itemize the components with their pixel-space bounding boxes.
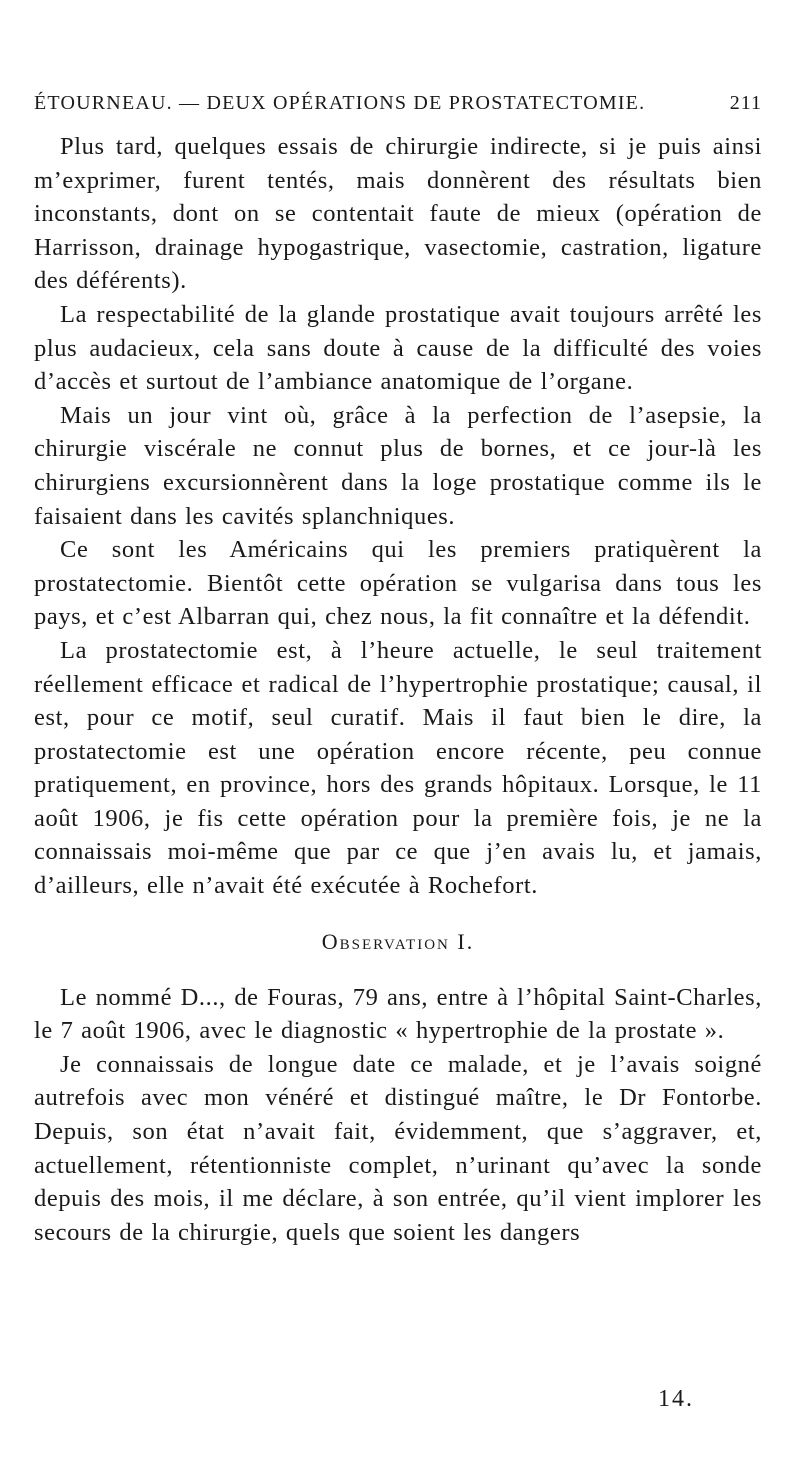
signature-mark: 14.: [658, 1386, 694, 1412]
paragraph: La prostatectomie est, à l’heure actuelle, le seul traitement réellement efficace et radical de l’hypertrophie prostatique; causal, il est, pour ce motif, seul curatif. Mais il faut bien le dire, la prostatectomie est une opération encore récente, peu connue pratiquement, en province, hors des grands hôpitaux. Lorsque, le 11 août 1906, je fis cette opération pour la première fois, je ne la connaissais moi-même que par ce que j’en avais lu, et jamais, d’ailleurs, elle n’avait été exécutée à Rochefort.: [34, 636, 762, 900]
paragraph: Ce sont les Américains qui les premiers pratiquèrent la prostatectomie. Bientôt cette opération se vulgarisa dans tous les pays, et c’est Albarran qui, chez nous, la fit connaître et la défendit.: [34, 536, 762, 631]
running-title: ÉTOURNEAU. — DEUX OPÉRATIONS DE PROSTATECTOMIE.: [34, 92, 646, 114]
body-text: [34, 130, 762, 1249]
paragraph: Je connaissais de longue date ce malade, et je l’avais soigné autrefois avec mon vénéré et distingué maître, le Dr Fontorbe. Depuis, son état n’avait fait, évidemment, que s’aggraver, et, actuellement, rétentionniste complet, n’urinant qu’avec la sonde depuis des mois, il me déclare, à son entrée, qu’il vient implorer les secours de la chirurgie, quels que soient les dangers: [34, 1050, 762, 1246]
section-heading: Observation I.: [321, 928, 475, 954]
page-number: 211: [729, 92, 762, 114]
running-head: [34, 92, 762, 124]
paragraph: La respectabilité de la glande prostatique avait toujours arrêté les plus audacieux, cela sans doute à cause de la difficulté des voies d’accès et surtout de l’ambiance anatomique de l’organe.: [34, 300, 762, 396]
paragraph: Mais un jour vint où, grâce à la perfection de l’asepsie, la chirurgie viscérale ne connut plus de bornes, et ce jour-là les chirurgiens excursionnèrent dans la loge prostatique comme ils le faisaient dans les cavités splanchniques.: [34, 401, 762, 530]
page: [34, 92, 762, 1249]
paragraph: Le nommé D..., de Fouras, 79 ans, entre à l’hôpital Saint-Charles, le 7 août 1906, avec le diagnostic « hypertrophie de la prostate ».: [34, 983, 762, 1045]
paragraph: Plus tard, quelques essais de chirurgie indirecte, si je puis ainsi m’exprimer, furent tentés, mais donnèrent des résultats bien inconstants, dont on se contentait faute de mieux (opération de Harrisson, drainage hypogastrique, vasectomie, castration, ligature des déférents).: [34, 133, 762, 295]
